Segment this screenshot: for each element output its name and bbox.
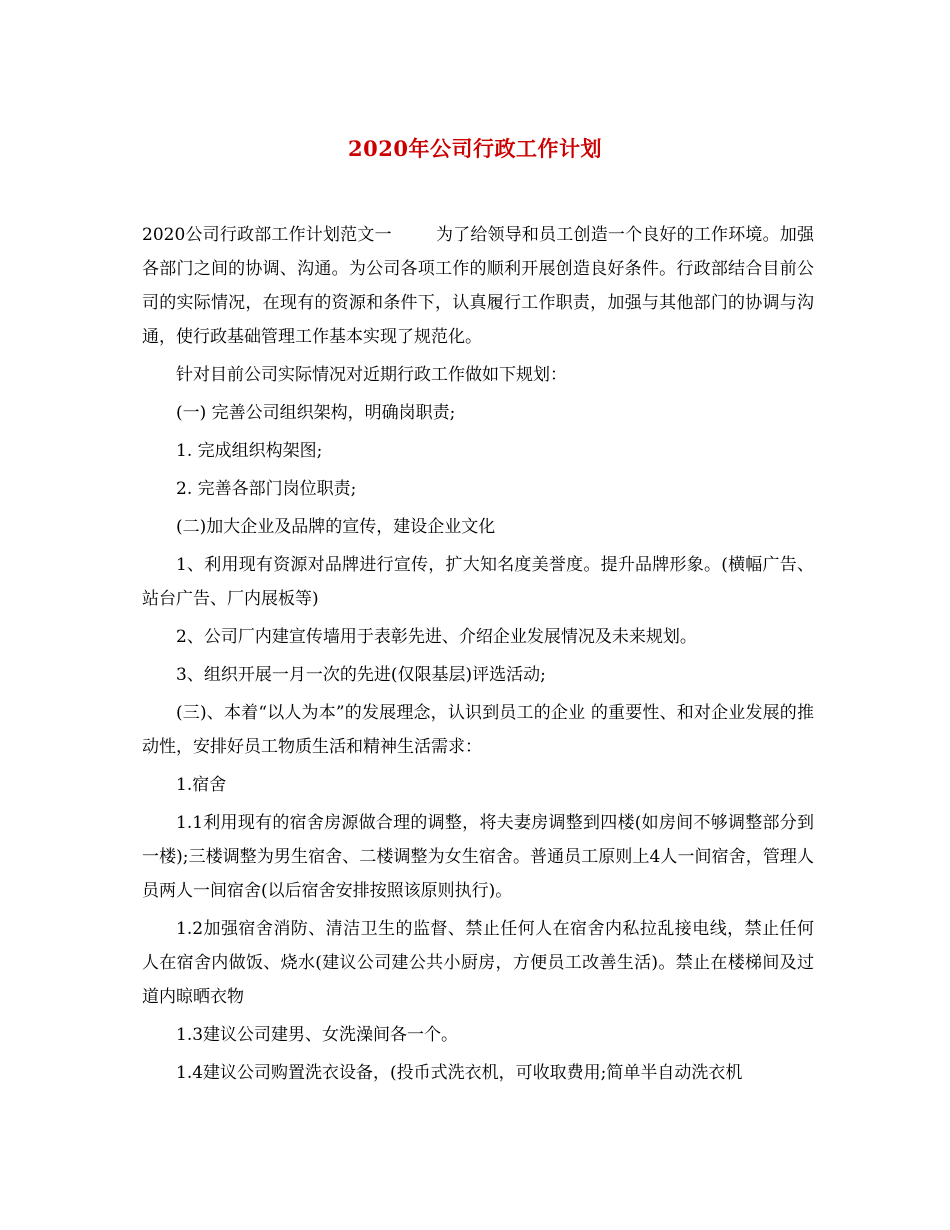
paragraph: 1.2加强宿舍消防、清洁卫生的监督、禁止任何人在宿舍内私拉乱接电线，禁止任何人在宿舍内做饭、烧水(建议公司建公共小厨房，方便员工改善生活)。禁止在楼梯间及过道内晾晒衣物 <box>142 919 814 1007</box>
paragraph: 1.3建议公司建男、女洗澡间各一个。 <box>176 1025 459 1045</box>
paragraph: 2. 完善各部门岗位职责; <box>176 479 357 499</box>
paragraph: 3、组织开展一月一次的先进(仅限基层)评选活动; <box>176 665 546 685</box>
paragraph: (二)加大企业及品牌的宣传，建设企业文化 <box>176 517 496 537</box>
paragraph: 2、公司厂内建宣传墙用于表彰先进、介绍企业发展情况及未来规划。 <box>176 627 697 647</box>
intro-rest: 为了给领导和员工创造一个良好的工作环境。加强 各部门之间的协调、沟通。为公司各项工作的顺利开展创造良好条件。行政部结合目前公司的实际情况，在现有的资源和条件下，认真履行工作职责，加强与其他部门的协调与沟通，使行政基础管理工作基本实现了规范化。 <box>142 225 814 347</box>
paragraph: 1.宿舍 <box>176 775 227 795</box>
paragraph: 1.4建议公司购置洗衣设备，(投币式洗衣机，可收取费用;简单半自动洗衣机 <box>176 1063 743 1083</box>
document-body <box>142 218 814 1094</box>
paragraph: 1、利用现有资源对品牌进行宣传，扩大知名度美誉度。提升品牌形象。(横幅广告、站台广告、厂内展板等) <box>142 555 814 609</box>
paragraph: 1.1利用现有的宿舍房源做合理的调整，将夫妻房调整到四楼(如房间不够调整部分到一楼);三楼调整为男生宿舍、二楼调整为女生宿舍。普通员工原则上4人一间宿舍，管理人员两人一间宿舍(以后宿舍安排按照该原则执行)。 <box>142 813 814 901</box>
intro-lead: 2020公司行政部工作计划范文一 <box>142 225 392 245</box>
intro-paragraph <box>142 218 814 354</box>
paragraph: 针对目前公司实际情况对近期行政工作做如下规划： <box>176 365 567 385</box>
paragraph: (三)、本着“以人为本”的发展理念，认识到员工的企业 的重要性、和对企业发展的推动性，安排好员工物质生活和精神生活需求： <box>142 703 814 757</box>
paragraph: 1. 完成组织构架图; <box>176 441 323 461</box>
document-title: 2020年公司行政工作计划 <box>348 136 602 161</box>
paragraph: (一) 完善公司组织架构，明确岗职责; <box>176 403 456 423</box>
